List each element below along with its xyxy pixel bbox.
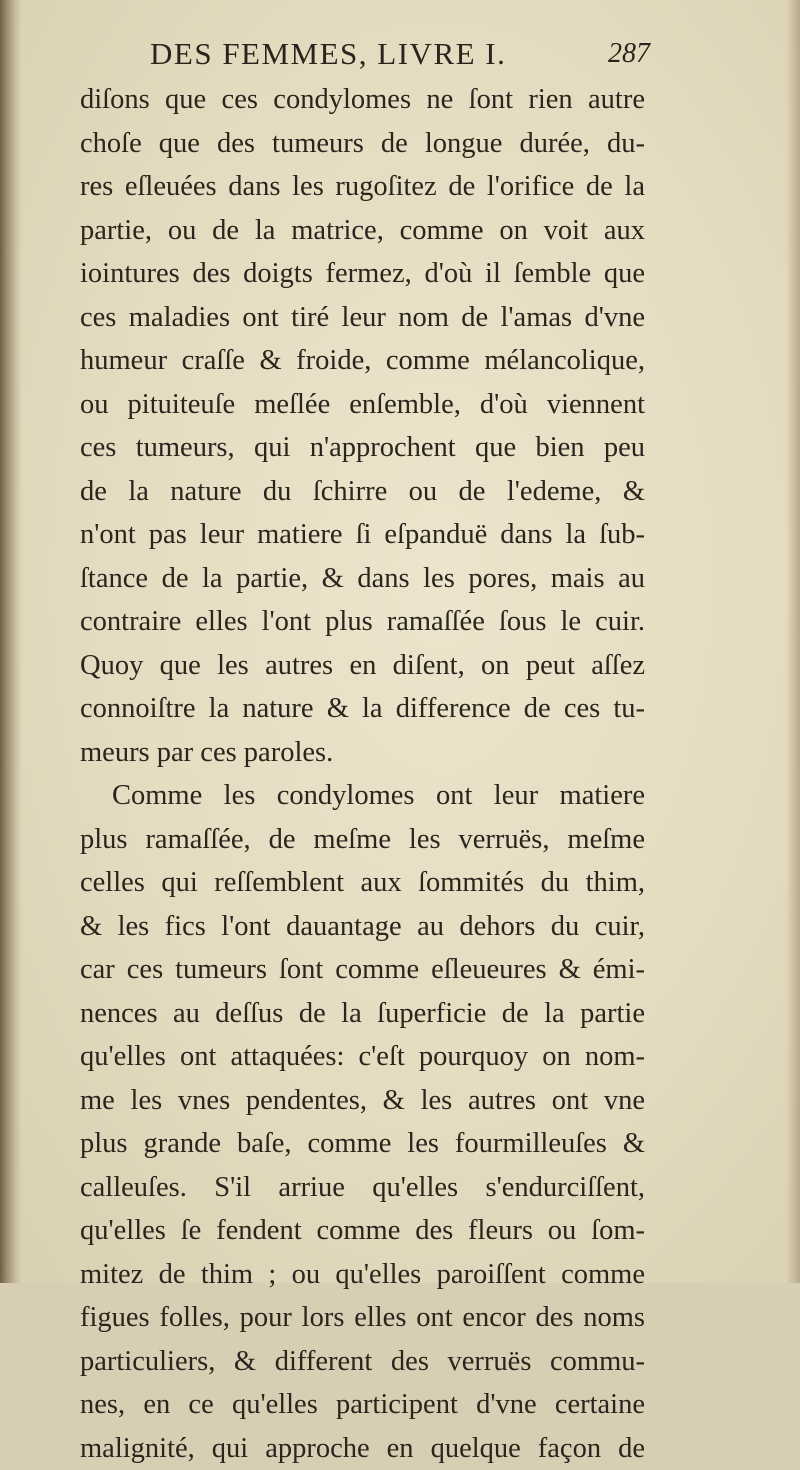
text-line: me les vnes pendentes, & les autres ont vne [80,1079,645,1123]
text-line: contraire elles l'ont plus ramaſſée ſous le cuir. [80,600,645,644]
running-title: DES FEMMES, LIVRE I. [150,36,506,72]
text-line: plus ramaſſée, de meſme les verruës, meſme [80,818,645,862]
text-line: meurs par ces paroles. [80,731,645,775]
text-line: celles qui reſſemblent aux ſommités du thim, [80,861,645,905]
text-line: Comme les condylomes ont leur matiere [80,774,645,818]
page-edge [786,0,800,1283]
binding-shadow [0,0,22,1283]
text-line: iointures des doigts fermez, d'où il ſemble que [80,252,645,296]
text-line: malignité, qui approche en quelque façon de [80,1427,645,1470]
text-line: qu'elles ont attaquées: c'eſt pourquoy on nom- [80,1035,645,1079]
text-line: car ces tumeurs ſont comme eſleueures & émi- [80,948,645,992]
text-line: connoiſtre la nature & la difference de ces tu- [80,687,645,731]
text-line: & les fics l'ont dauantage au dehors du cuir, [80,905,645,949]
text-line: mitez de thim ; ou qu'elles paroiſſent comme [80,1253,645,1297]
text-line: ou pituiteuſe meſlée enſemble, d'où viennent [80,383,645,427]
text-line: de la nature du ſchirre ou de l'edeme, & [80,470,645,514]
page-header [150,36,650,80]
page-number: 287 [608,38,650,70]
text-line: humeur craſſe & froide, comme mélancolique, [80,339,645,383]
text-line: res eſleuées dans les rugoſitez de l'orifice de la [80,165,645,209]
text-line: ſtance de la partie, & dans les pores, mais au [80,557,645,601]
text-line: choſe que des tumeurs de longue durée, du- [80,122,645,166]
text-line: qu'elles ſe fendent comme des fleurs ou ſom- [80,1209,645,1253]
text-line: nences au deſſus de la ſuperficie de la partie [80,992,645,1036]
text-line: n'ont pas leur matiere ſi eſpanduë dans la ſub- [80,513,645,557]
text-line: ces maladies ont tiré leur nom de l'amas d'vne [80,296,645,340]
text-line: plus grande baſe, comme les fourmilleuſes & [80,1122,645,1166]
text-line: figues folles, pour lors elles ont encor des noms [80,1296,645,1340]
text-line: ces tumeurs, qui n'approchent que bien peu [80,426,645,470]
text-line: partie, ou de la matrice, comme on voit aux [80,209,645,253]
text-line: nes, en ce qu'elles participent d'vne certaine [80,1383,645,1427]
text-line: calleuſes. S'il arriue qu'elles s'endurciſſent, [80,1166,645,1210]
body-text [80,78,645,1470]
text-line: diſons que ces condylomes ne ſont rien autre [80,78,645,122]
text-line: particuliers, & different des verruës commu- [80,1340,645,1384]
text-line: Quoy que les autres en diſent, on peut aſſez [80,644,645,688]
